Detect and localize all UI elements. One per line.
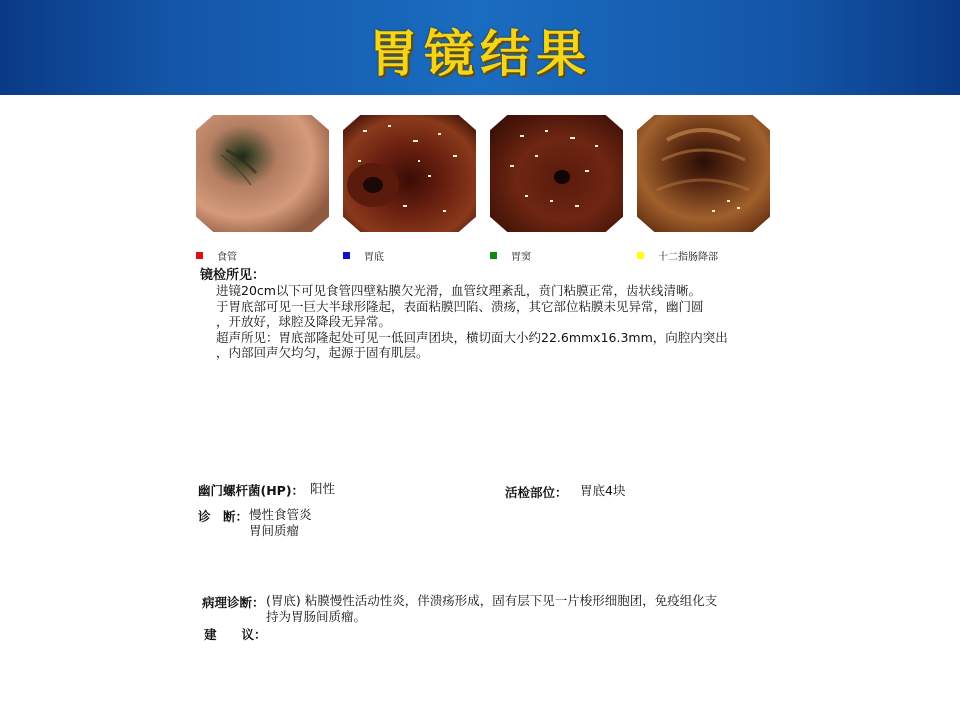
diagnosis-line: 慢性食管炎 [249, 507, 312, 522]
legend-item-duodenum [637, 248, 718, 263]
findings-line: 进镜20cm以下可见食管四壁粘膜欠光滑，血管纹理紊乱，贲门粘膜正常，齿状线清晰。 [216, 283, 701, 298]
findings-title: 镜检所见： [200, 268, 266, 283]
page-title: 胃镜结果 [368, 25, 592, 83]
legend-label: 胃底 [364, 252, 384, 263]
legend-label: 胃窦 [511, 252, 531, 263]
legend-item-fundus [343, 248, 384, 263]
endoscopy-image-esophagus [196, 115, 329, 232]
legend-swatch-blue [343, 252, 350, 259]
biopsy-label: 活检部位： [505, 485, 568, 500]
legend-swatch-green [490, 252, 497, 259]
findings-line: 超声所见：胃底部隆起处可见一低回声团块，横切面大小约22.6mmx16.3mm，向腔内突出 [216, 329, 728, 345]
legend-swatch-red [196, 252, 203, 259]
biopsy-value: 胃底4块 [580, 483, 626, 498]
endoscopy-image-gastric-fundus [343, 115, 476, 232]
advice-label: 建 议： [204, 627, 267, 642]
diagnosis-label: 诊 断： [198, 509, 249, 524]
findings-text [216, 283, 728, 361]
header-banner [0, 0, 960, 95]
endoscopy-image-gastric-antrum [490, 115, 623, 232]
findings-line: 于胃底部可见一巨大半球形隆起，表面粘膜凹陷、溃疡，其它部位粘膜未见异常，幽门圆 [216, 298, 704, 314]
diagnosis-line: 胃间质瘤 [249, 523, 300, 538]
legend-swatch-yellow [637, 252, 644, 259]
findings-line: ，开放好，球腔及降段无异常。 [216, 314, 392, 329]
findings-line: ，内部回声欠均匀，起源于固有肌层。 [216, 345, 429, 360]
pathology-value [266, 593, 717, 625]
endoscopy-image-duodenum [637, 115, 770, 232]
legend-label: 十二指肠降部 [658, 252, 718, 263]
legend-label: 食管 [217, 252, 237, 263]
hp-value: 阳性 [310, 481, 336, 496]
legend-item-antrum [490, 248, 531, 263]
pathology-line: 持为胃肠间质瘤。 [266, 609, 367, 624]
diagnosis-value [249, 507, 312, 539]
legend-item-esophagus [196, 248, 237, 263]
pathology-label: 病理诊断： [202, 595, 265, 610]
pathology-line: (胃底) 粘膜慢性活动性炎，伴溃疡形成，固有层下见一片梭形细胞团，免疫组化支 [266, 593, 718, 608]
hp-label: 幽门螺杆菌(HP)： [198, 483, 305, 498]
